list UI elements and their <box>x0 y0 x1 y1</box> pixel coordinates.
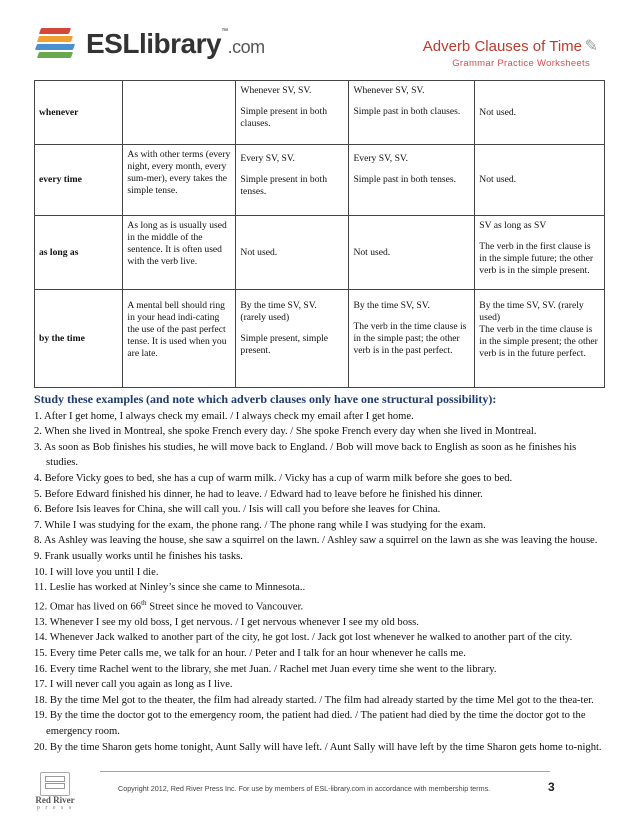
footer-divider <box>100 771 550 772</box>
example-item: 19. By the time the doctor got to the emergency room, the patient had died. / The patient had died by the time the doctor got to the emergency room. <box>34 710 586 737</box>
logo-trademark: ™ <box>221 28 228 35</box>
table-cell <box>475 290 605 388</box>
pencil-icon: ✎ <box>584 38 598 55</box>
adverb-clause-table <box>34 80 605 388</box>
worksheet-subtitle: Grammar Practice Worksheets <box>452 58 590 69</box>
pattern-text: SV as long as SV <box>479 220 547 231</box>
example-item: 2. When she lived in Montreal, she spoke French every day. / She spoke French every day when she lived in Montreal. <box>34 426 537 438</box>
example-item: 17. I will never call you again as long as I live. <box>34 679 233 691</box>
example-item: 11. Leslie has worked at Ninley’s since she came to Minnesota.. <box>34 582 306 594</box>
tense-note: Simple past in both clauses. <box>353 105 461 117</box>
pattern-text: Whenever SV, SV. <box>353 85 425 96</box>
example-item: 7. While I was studying for the exam, the phone rang. / The phone rang while I was studying for the exam. <box>34 519 486 531</box>
table-cell <box>349 290 475 388</box>
heading-note: (and note which adverb clauses only have one structural possibility) <box>146 392 493 406</box>
esl-library-logo <box>36 26 265 62</box>
table-cell <box>349 145 475 216</box>
table-row <box>35 290 605 388</box>
logo-wordmark: ESLlibrary <box>86 28 222 59</box>
tense-note: Simple past in both tenses. <box>353 173 457 185</box>
worksheet-title: Adverb Clauses of Time <box>422 38 582 55</box>
table-cell <box>475 216 605 290</box>
pattern-text: By the time SV, SV. <box>353 300 430 311</box>
example-item: 1. After I get home, I always check my email. / I always check my email after I get home. <box>34 410 414 422</box>
tense-note: Simple present in both tenses. <box>240 173 327 197</box>
example-item: 4. Before Vicky goes to bed, she has a cup of warm milk. / Vicky has a cup of warm milk before she goes to bed. <box>34 472 513 484</box>
page-number: 3 <box>548 780 555 794</box>
example-item: 12. Omar has lived on 66th Street since he moved to Vancouver. <box>34 598 304 613</box>
pattern-text: Whenever SV, SV. <box>240 85 312 96</box>
table-cell: As with other terms (every night, every month, every sum-mer), every takes the simple tense. <box>123 145 236 216</box>
pattern-text: By the time SV, SV. (rarely used) <box>479 300 584 323</box>
publisher-sub: p r e s s <box>36 805 74 811</box>
keyword-cell: as long as <box>35 216 123 290</box>
example-item: 3. As soon as Bob finishes his studies, he will move back to England. / Bob will move back to English as soon as he finishes his studies. <box>34 441 577 469</box>
table-cell: Not used. <box>236 216 349 290</box>
example-item: 20. By the time Sharon gets home tonight, Aunt Sally will have left. / Aunt Sally will have left by the time Sharon gets home to-night. <box>34 741 602 753</box>
pattern-text: By the time SV, SV. (rarely used) <box>240 300 317 323</box>
heading-text: Study these examples <box>34 392 144 406</box>
copyright-text: Copyright 2012, Red River Press Inc. For use by members of ESL-library.com in accordance with membership terms. <box>118 784 491 793</box>
tense-note: The verb in the first clause is in the simple future; the other verb is in the simple present. <box>479 240 594 276</box>
books-logo-icon <box>36 26 80 62</box>
page-header <box>0 0 638 80</box>
logo-suffix: .com <box>227 37 265 57</box>
table-cell <box>236 145 349 216</box>
examples-heading <box>34 392 609 409</box>
example-item: 16. Every time Rachel went to the library, she met Juan. / Rachel met Juan every time she went to the library. <box>34 663 497 675</box>
tense-note: Simple present, simple present. <box>240 332 329 356</box>
table-cell <box>123 81 236 145</box>
table-cell: Not used. <box>475 145 605 216</box>
example-item: 10. I will love you until I die. <box>34 566 159 578</box>
table-cell: Not used. <box>475 81 605 145</box>
example-item: 15. Every time Peter calls me, we talk for an hour. / Peter and I talk for an hour whenever he calls me. <box>34 648 466 660</box>
table-row <box>35 145 605 216</box>
tense-note: Simple present in both clauses. <box>240 105 327 129</box>
heading-colon: : <box>492 392 497 406</box>
table-cell: As long as is usually used in the middle of the sentence. It is often used with the verb live. <box>123 216 236 290</box>
examples-section <box>34 392 609 755</box>
table-cell: A mental bell should ring in your head indi-cating the use of the past perfect tense. It is used when you are late. <box>123 290 236 388</box>
table-row <box>35 216 605 290</box>
book-stack-icon <box>40 772 70 796</box>
table-cell <box>349 81 475 145</box>
red-river-press-logo <box>30 772 80 818</box>
example-item: 18. By the time Mel got to the theater, the film had already started. / The film had already started by the time Mel got to the thea-ter. <box>34 694 594 706</box>
keyword-cell: by the time <box>35 290 123 388</box>
example-item: 13. Whenever I see my old boss, I get nervous. / I get nervous whenever I see my old boss. <box>34 616 419 628</box>
pattern-text: Every SV, SV. <box>353 153 408 164</box>
table-cell: Not used. <box>349 216 475 290</box>
keyword-cell: whenever <box>35 81 123 145</box>
pattern-text: Every SV, SV. <box>240 153 295 164</box>
example-item: 8. As Ashley was leaving the house, she saw a squirrel on the lawn. / Ashley saw a squirrel on the lawn as she was leaving the house. <box>34 535 598 547</box>
tense-note: The verb in the time clause is in the simple past; the other verb is in the past perfect. <box>353 320 467 356</box>
example-item: 14. Whenever Jack walked to another part of the city, he got lost. / Jack got lost whenever he walked to another part of the city. <box>34 632 573 644</box>
table-cell <box>236 290 349 388</box>
table-row <box>35 81 605 145</box>
example-item: 5. Before Edward finished his dinner, he had to leave. / Edward had to leave before he finished his dinner. <box>34 488 483 500</box>
tense-note: The verb in the time clause is in the simple present; the other verb is in the future perfect. <box>479 323 598 359</box>
example-item: 9. Frank usually works until he finishes his tasks. <box>34 550 243 562</box>
keyword-cell: every time <box>35 145 123 216</box>
example-item: 6. Before Isis leaves for China, she will call you. / Isis will call you before she leaves for China. <box>34 504 441 516</box>
publisher-name: Red River <box>35 795 75 805</box>
table-cell <box>236 81 349 145</box>
